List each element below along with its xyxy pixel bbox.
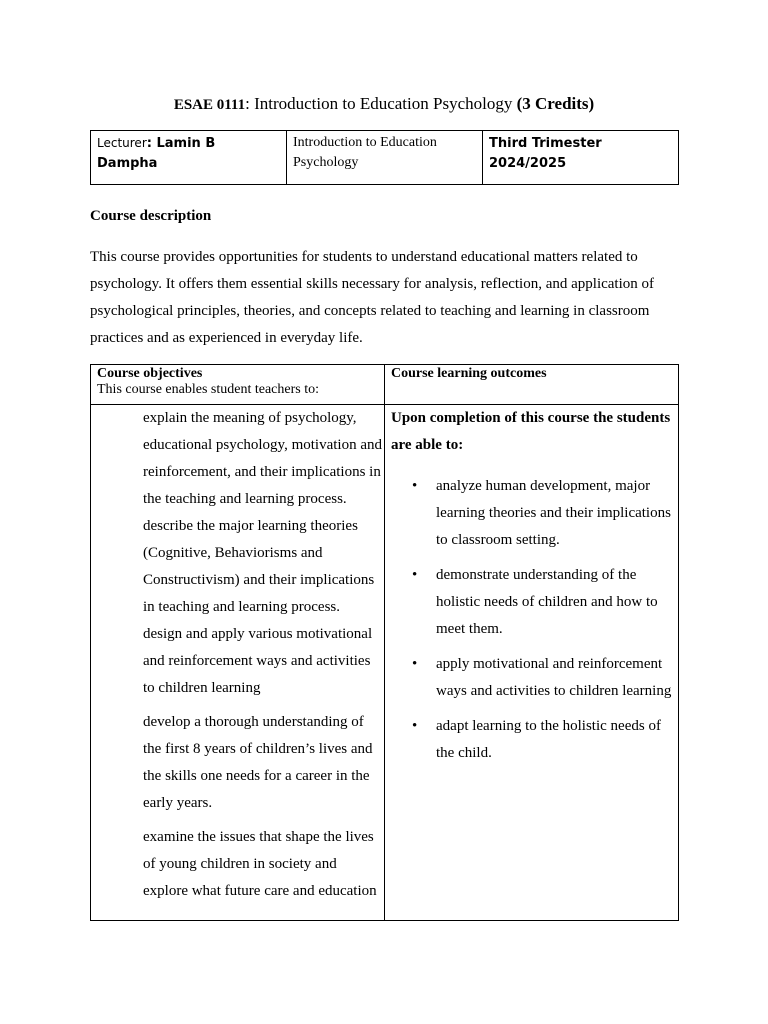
objectives-header-cell [91, 365, 385, 405]
objective-item: • design and apply various motivational and reinforcement ways and activities to children learning [143, 621, 384, 702]
course-description-heading: Course description [90, 208, 212, 224]
outcomes-list [391, 473, 672, 767]
term-label: Third Trimester 2024/2025 [489, 136, 602, 171]
outcome-item: • apply motivational and reinforcement ways and activities to children learning [436, 651, 672, 705]
term-cell [483, 131, 679, 185]
course-name-cell: Introduction to Education Psychology [287, 131, 483, 185]
objective-item: • describe the major learning theories (Cognitive, Behaviorisms and Constructivism) and their implications in teaching and learning process. [143, 513, 384, 621]
outcome-item: • analyze human development, major learning theories and their implications to classroom setting. [436, 473, 672, 554]
objectives-outcomes-table [90, 364, 679, 921]
outcomes-list-cell [385, 405, 679, 921]
lecturer-label: Lecturer [97, 136, 147, 150]
course-code: ESAE 0111 [173, 97, 246, 113]
outcomes-header-cell [385, 365, 679, 405]
objectives-list-cell [91, 405, 385, 921]
outcome-item: • adapt learning to the holistic needs of the child. [436, 713, 672, 767]
outcome-item: • demonstrate understanding of the holistic needs of children and how to meet them. [436, 562, 672, 643]
objectives-list [143, 405, 384, 905]
course-description-text: This course provides opportunities for students to understand educational matters related to psychology. It offers them essential skills necessary for analysis, reflection, and application of psychological principles, theories, and concepts related to teaching and learning in classroom practices and as experienced in everyday life. [90, 249, 655, 346]
outcomes-heading: Course learning outcomes [391, 366, 547, 381]
objective-item: • examine the issues that shape the lives of young children in society and explore what future care and education [143, 824, 384, 905]
course-info-table [90, 130, 679, 185]
objectives-heading: Course objectives [97, 366, 203, 381]
document-title [0, 93, 768, 116]
course-credits: (3 Credits) [516, 94, 595, 113]
objectives-subheading: This course enables student teachers to: [97, 382, 319, 397]
lecturer-cell [91, 131, 287, 185]
outcomes-intro: Upon completion of this course the students are able to: [391, 410, 671, 453]
objective-item: • explain the meaning of psychology, educational psychology, motivation and reinforcement, and their implications in the teaching and learning process. [143, 405, 384, 513]
course-title: : Introduction to Education Psychology [245, 94, 517, 113]
lecturer-name: : Lamin B Dampha [97, 136, 216, 171]
objective-item: • develop a thorough understanding of the first 8 years of children’s lives and the skills one needs for a career in the early years. [143, 709, 384, 817]
